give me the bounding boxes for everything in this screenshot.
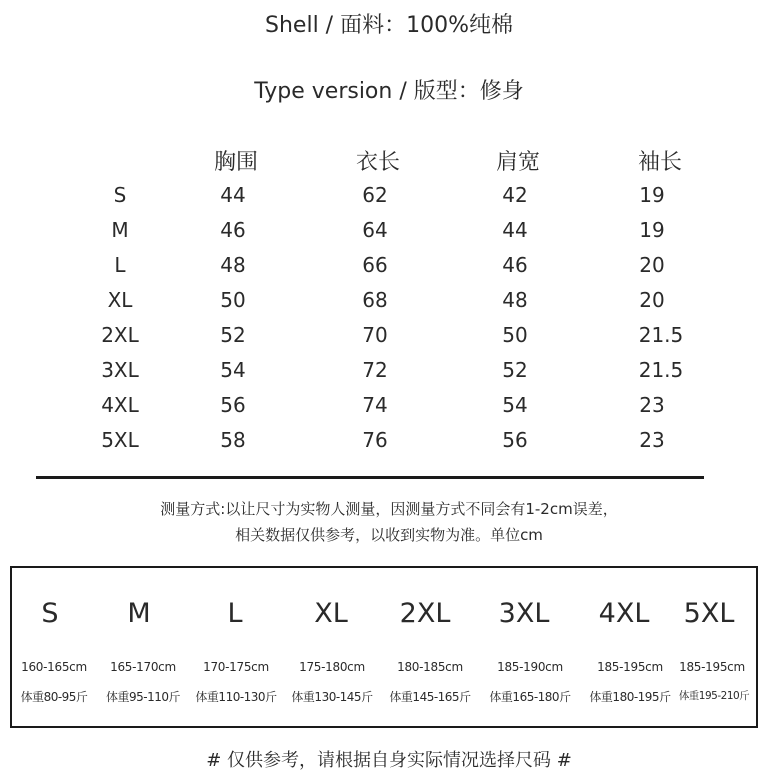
cell-sleeve: 21.5 [638,323,684,347]
col-header-length: 衣长 [355,150,401,175]
cell-shoulder: 46 [502,253,528,277]
cell-sleeve: 23 [639,428,665,452]
cell-length: 70 [362,323,388,347]
guide-height: 185-195cm [679,660,745,674]
row-size-label: XL [107,288,133,312]
cell-length: 62 [362,183,388,207]
row-size-label: M [111,218,129,242]
cell-length: 72 [362,358,388,382]
row-size-label: S [113,183,127,207]
cell-chest: 58 [220,428,246,452]
cell-chest: 44 [220,183,246,207]
cell-sleeve: 19 [639,218,665,242]
cell-length: 64 [362,218,388,242]
cell-sleeve: 19 [639,183,665,207]
cell-chest: 46 [220,218,246,242]
col-header-chest: 胸围 [213,150,259,175]
guide-weight: 体重95-110斤 [105,690,181,704]
cell-chest: 52 [220,323,246,347]
guide-weight: 体重145-165斤 [389,690,471,704]
guide-size: M [127,598,151,629]
type-version-title: Type version / 版型：修身 [254,79,524,104]
cell-sleeve: 23 [639,393,665,417]
fabric-title: Shell / 面料：100%纯棉 [265,13,513,38]
measurement-note: 相关数据仅供参考，以收到实物为准。单位cm [235,526,543,544]
guide-weight: 体重110-130斤 [195,690,277,704]
cell-shoulder: 52 [502,358,528,382]
cell-shoulder: 56 [502,428,528,452]
row-size-label: 2XL [101,323,139,347]
col-header-sleeve: 袖长 [637,150,683,175]
guide-weight: 体重195-210斤 [678,690,750,702]
cell-chest: 50 [220,288,246,312]
cell-length: 68 [362,288,388,312]
guide-weight: 体重130-145斤 [291,690,373,704]
guide-size: S [41,598,59,629]
cell-sleeve: 20 [639,288,665,312]
guide-size: 3XL [498,598,550,629]
guide-weight: 体重180-195斤 [589,690,671,704]
footer-note: # 仅供参考，请根据自身实际情况选择尺码 # [206,750,572,771]
divider [36,476,704,479]
guide-height: 160-165cm [21,660,87,674]
cell-shoulder: 48 [502,288,528,312]
guide-size: 2XL [399,598,451,629]
cell-length: 76 [362,428,388,452]
guide-height: 165-170cm [110,660,176,674]
cell-sleeve: 20 [639,253,665,277]
cell-sleeve: 21.5 [638,358,684,382]
col-header-shoulder: 肩宽 [495,150,541,175]
cell-chest: 56 [220,393,246,417]
guide-weight: 体重165-180斤 [489,690,571,704]
row-size-label: 3XL [101,358,139,382]
cell-shoulder: 54 [502,393,528,417]
row-size-label: L [114,253,126,277]
guide-size: 4XL [598,598,650,629]
guide-size: L [227,598,243,629]
cell-length: 66 [362,253,388,277]
guide-height: 185-190cm [497,660,563,674]
cell-shoulder: 44 [502,218,528,242]
guide-weight: 体重80-95斤 [20,690,88,704]
row-size-label: 4XL [101,393,139,417]
cell-length: 74 [362,393,388,417]
guide-height: 170-175cm [203,660,269,674]
guide-height: 185-195cm [597,660,663,674]
guide-size: XL [314,598,348,629]
guide-height: 180-185cm [397,660,463,674]
row-size-label: 5XL [101,428,139,452]
cell-shoulder: 50 [502,323,528,347]
cell-chest: 48 [220,253,246,277]
guide-height: 175-180cm [299,660,365,674]
cell-chest: 54 [220,358,246,382]
measurement-note: 测量方式:以让尺寸为实物人测量，因测量方式不同会有1-2cm误差， [160,500,618,518]
guide-size: 5XL [683,598,735,629]
cell-shoulder: 42 [502,183,528,207]
